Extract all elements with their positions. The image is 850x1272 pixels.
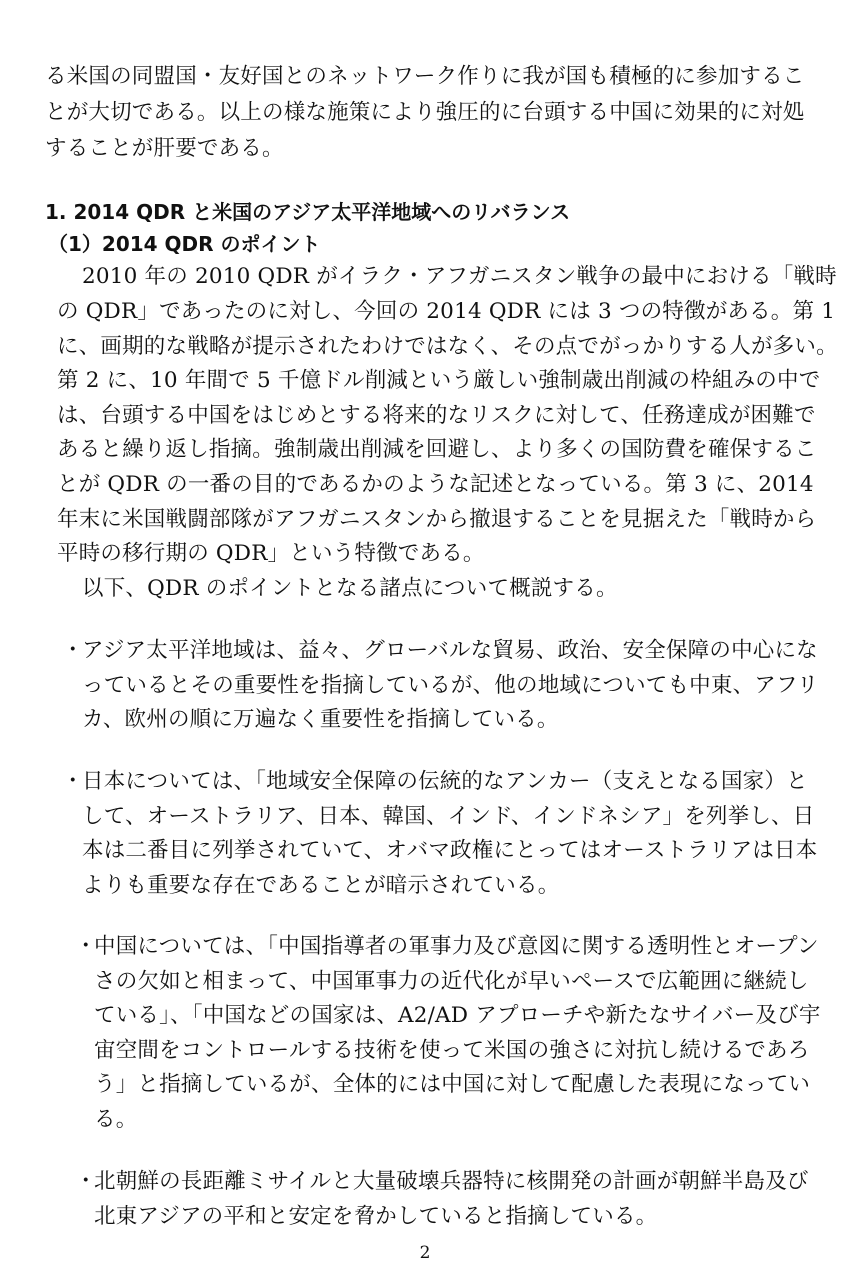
- bullet-line: ている」、「中国などの国家は、A2/AD アプローチや新たなサイバー及び宇: [94, 1003, 821, 1028]
- bullet-line: 宙空間をコントロールする技術を使って米国の強さに対抗し続けるであろ: [94, 1038, 810, 1063]
- bullet-line: っているとその重要性を指摘しているが、他の地域についても中東、アフリ: [82, 673, 819, 698]
- body-line: に、画期的な戦略が提示されたわけではなく、その点でがっかりする人が多い。: [57, 334, 838, 359]
- body-line: とが QDR の一番の目的であるかのような記述となっている。第 3 に、2014: [57, 472, 814, 497]
- bullet-line: 北朝鮮の長距離ミサイルと大量破壊兵器特に核開発の計画が朝鮮半島及び: [94, 1169, 809, 1194]
- summary-line: 以下、QDR のポイントとなる諸点について概説する。: [82, 576, 618, 601]
- bullet-line: 日本については、「地域安全保障の伝統的なアンカー（支えとなる国家）と: [82, 769, 808, 794]
- body-line: 年末に米国戦闘部隊がアフガニスタンから撤退することを見据えた「戦時から: [57, 507, 817, 532]
- bullet-line: アジア太平洋地域は、益々、グローバルな貿易、政治、安全保障の中心にな: [82, 638, 818, 663]
- bullet-line: 北東アジアの平和と安定を脅かしていると指摘している。: [94, 1204, 658, 1229]
- bullet-marker: ・: [75, 1169, 97, 1194]
- bullet-line: して、オーストラリア、日本、韓国、インド、インドネシア」を列挙し、日: [82, 804, 815, 829]
- body-line: 第 2 に、10 年間で 5 千億ドル削減という厳しい強制歳出削減の枠組みの中で: [57, 368, 821, 393]
- body-line: 平時の移行期の QDR」という特徴である。: [57, 541, 485, 566]
- section-subtitle: （1）2014 QDR のポイント: [48, 232, 321, 256]
- body-line: 2010 年の 2010 QDR がイラク・アフガニスタン戦争の最中における「戦時: [82, 264, 837, 289]
- bullet-line: う」と指摘しているが、全体的には中国に対して配慮した表現になってい: [94, 1072, 811, 1097]
- bullet-line: る。: [94, 1107, 138, 1132]
- bullet-line: よりも重要な存在であることが暗示されている。: [82, 873, 560, 898]
- body-line: の QDR」であったのに対し、今回の 2014 QDR には 3 つの特徴がある。第 1: [57, 299, 836, 324]
- section-title: 1. 2014 QDR と米国のアジア太平洋地域へのリバランス: [45, 200, 571, 224]
- bullet-line: カ、欧州の順に万遍なく重要性を指摘している。: [82, 707, 559, 732]
- page-number: 2: [419, 1243, 431, 1263]
- bullet-marker: ・: [62, 769, 84, 794]
- intro-line: することが肝要である。: [45, 136, 284, 161]
- bullet-marker: ・: [62, 638, 84, 663]
- intro-line: る米国の同盟国・友好国とのネットワーク作りに我が国も積極的に参加するこ: [45, 64, 805, 89]
- bullet-marker: ・: [75, 934, 97, 959]
- bullet-line: 本は二番目に列挙されていて、オバマ政権にとってはオーストラリアは日本: [82, 838, 818, 863]
- bullet-line: さの欠如と相まって、中国軍事力の近代化が早いペースで広範囲に継続し: [94, 969, 809, 994]
- bullet-line: 中国については、「中国指導者の軍事力及び意図に関する透明性とオープン: [94, 934, 819, 959]
- body-line: は、台頭する中国をはじめとする将来的なリスクに対して、任務達成が困難で: [57, 403, 816, 428]
- intro-line: とが大切である。以上の様な施策により強圧的に台頭する中国に効果的に対処: [45, 100, 805, 125]
- body-line: あると繰り返し指摘。強制歳出削減を回避し、より多くの国防費を確保するこ: [57, 437, 817, 462]
